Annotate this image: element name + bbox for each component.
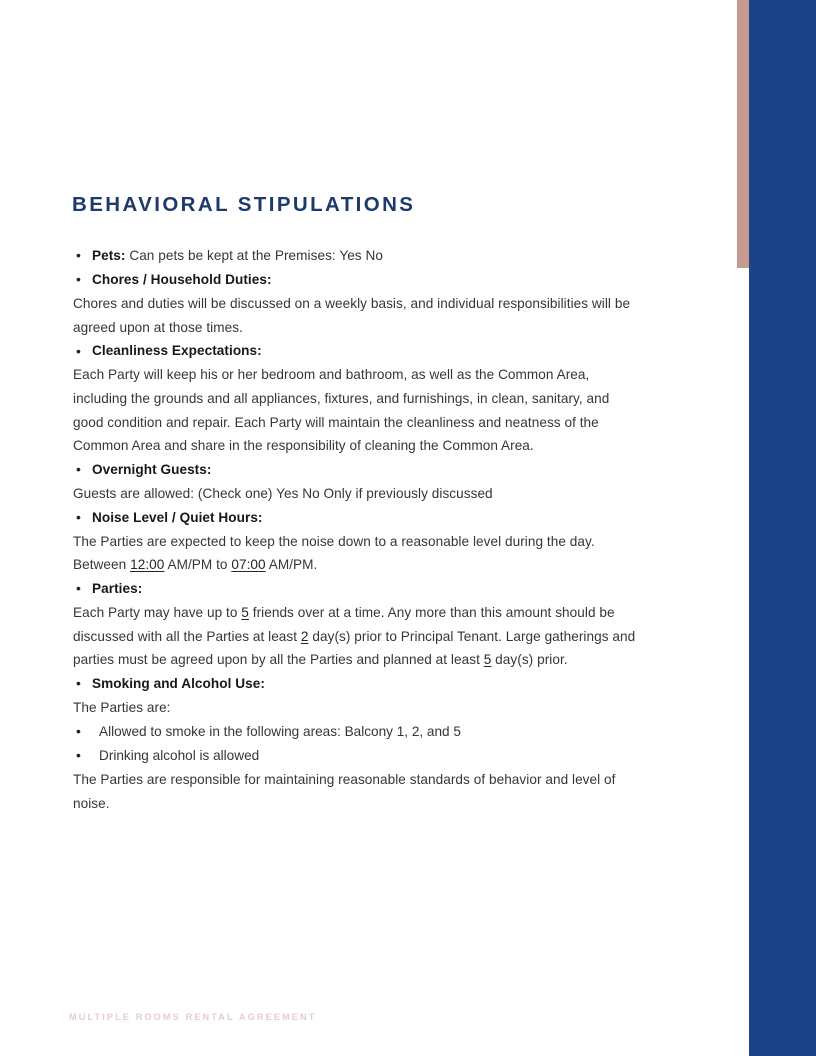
overnight-guests-paragraph: Guests are allowed: (Check one) Yes No Only if previously discussed [73, 485, 493, 501]
list-item: • Drinking alcohol is allowed [72, 744, 642, 768]
noise-level-paragraph [72, 530, 642, 577]
section-pets [72, 244, 642, 268]
list-item [72, 244, 642, 268]
quiet-hours-end-blank[interactable]: 07:00 [231, 557, 266, 573]
smoking-alcohol-closing: The Parties are responsible for maintaining reasonable standards of behavior and level of noise. [73, 772, 616, 811]
noise-text-1: The Parties are expected to keep the noise down to a reasonable level during the day. Between [73, 533, 595, 573]
gathering-days-blank[interactable]: 5 [483, 652, 492, 668]
list-item [72, 506, 642, 530]
pets-label: Pets: [92, 247, 126, 263]
parties-label: Parties: [92, 580, 143, 596]
document-body [72, 193, 642, 815]
list-item: • Allowed to smoke in the following areas: Balcony 1, 2, and 5 [72, 720, 642, 744]
list-item [72, 268, 642, 292]
notice-days-blank[interactable]: 2 [300, 628, 309, 644]
noise-text-2: AM/PM to [164, 557, 232, 573]
smoking-alcohol-label: Smoking and Alcohol Use: [92, 675, 265, 691]
chores-paragraph: Chores and duties will be discussed on a weekly basis, and individual responsibilities will be agreed upon at those times. [73, 296, 631, 335]
section-chores [72, 268, 642, 339]
friends-count-blank[interactable]: 5 [241, 605, 249, 621]
page-title: BEHAVIORAL STIPULATIONS [72, 193, 416, 216]
noise-level-label: Noise Level / Quiet Hours: [92, 509, 263, 525]
parties-text-3: day(s) prior to Principal Tenant. Large gatherings and parties must be agreed upon by all the Parties and planned at least [73, 628, 636, 668]
footer-document-label: MULTIPLE ROOMS RENTAL AGREEMENT [69, 1012, 317, 1022]
overnight-guests-label: Overnight Guests: [92, 461, 212, 477]
quiet-hours-start-blank[interactable]: 12:00 [130, 557, 165, 573]
list-item [72, 672, 642, 696]
list-item [72, 339, 642, 363]
section-parties [72, 577, 642, 672]
parties-paragraph [72, 601, 642, 672]
cleanliness-label: Cleanliness Expectations: [92, 343, 262, 359]
section-noise-level [72, 506, 642, 577]
section-cleanliness [72, 339, 642, 458]
pets-value: Can pets be kept at the Premises: Yes No [125, 247, 383, 263]
smoking-alcohol-intro: The Parties are: [73, 700, 171, 716]
parties-text-4: day(s) prior. [491, 652, 568, 668]
chores-label: Chores / Household Duties: [92, 271, 272, 287]
section-overnight-guests [72, 458, 642, 506]
parties-text-1: Each Party may have up to [73, 605, 242, 621]
decorative-blue-sidebar [749, 0, 816, 1056]
parties-text-2: friends over at a time. Any more than this amount should be discussed with all the Parties at least [73, 605, 615, 644]
noise-text-3: AM/PM. [265, 557, 318, 573]
list-item [72, 458, 642, 482]
list-item [72, 577, 642, 601]
section-smoking-alcohol [72, 672, 642, 815]
cleanliness-paragraph: Each Party will keep his or her bedroom and bathroom, as well as the Common Area, including the grounds and all appliances, fixtures, and furnishings, in clean, sanitary, and good condition and repair. Each Party will maintain the cleanliness and neatness of the Common Area and share in the responsibility of cleaning the Common Area. [73, 367, 610, 454]
